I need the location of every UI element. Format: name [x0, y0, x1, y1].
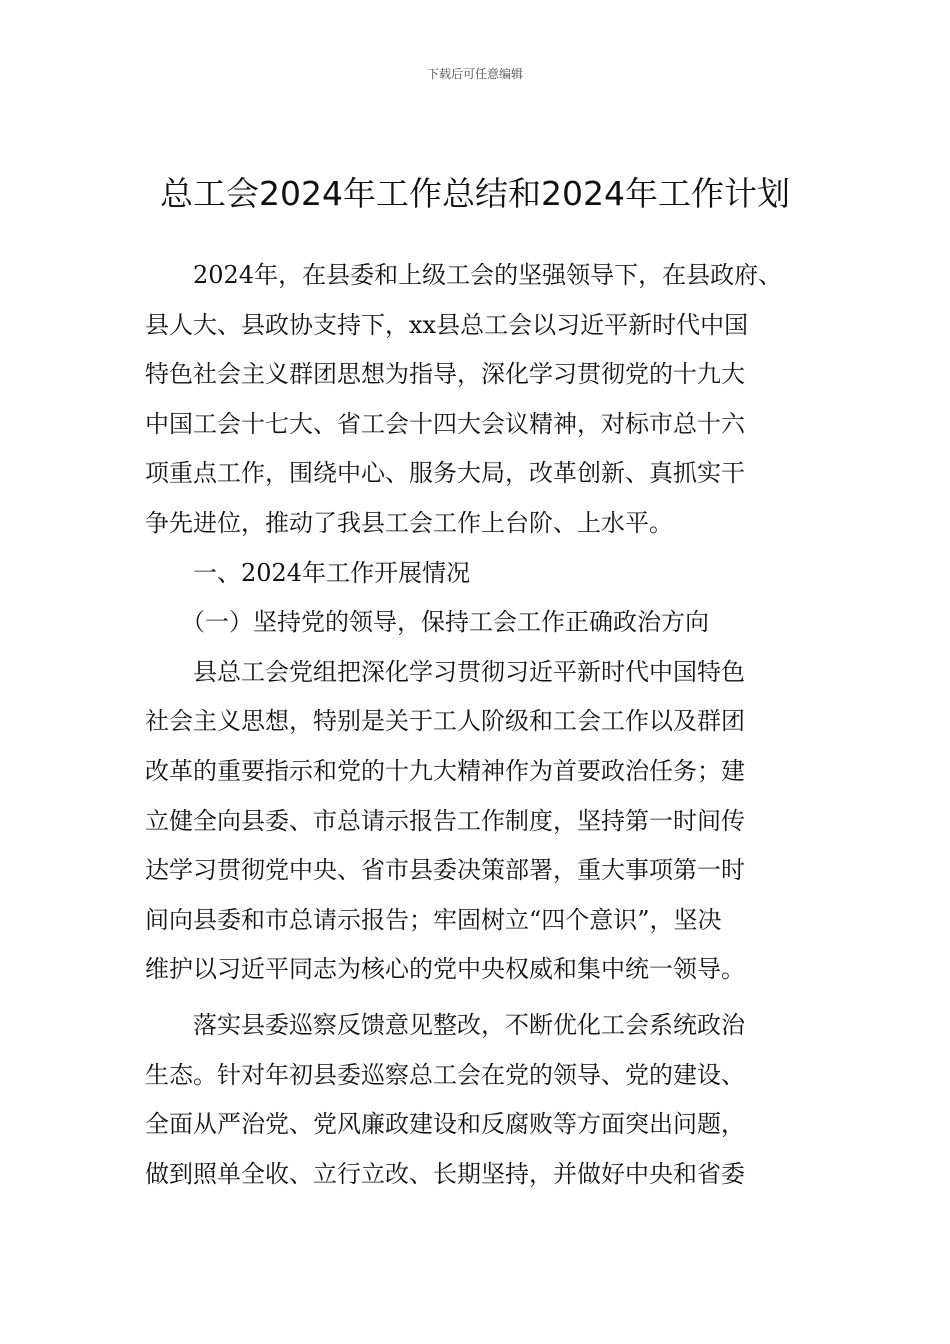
paragraph-line: 立健全向县委、市总请示报告工作制度，坚持第一时间传: [145, 806, 745, 835]
paragraph-line: 特色社会主义群团思想为指导，深化学习贯彻党的十九大: [145, 360, 745, 389]
section-heading: 一、2024年工作开展情况: [193, 558, 471, 587]
paragraph-line: 落实县委巡察反馈意见整改，不断优化工会系统政治: [193, 1010, 745, 1039]
paragraph-line: 社会主义思想，特别是关于工人阶级和工会工作以及群团: [145, 707, 745, 736]
paragraph-line: 争先进位，推动了我县工会工作上台阶、上水平。: [145, 508, 673, 537]
paragraph-line: 做到照单全收、立行立改、长期坚持，并做好中央和省委: [145, 1159, 745, 1188]
paragraph-line: 2024年，在县委和上级工会的坚强领导下，在县政府、: [193, 261, 783, 289]
paragraph-line: 间向县委和市总请示报告；牢固树立“四个意识”，坚决: [145, 905, 722, 934]
paragraph-line: 中国工会十七大、省工会十四大会议精神，对标市总十六: [145, 409, 745, 438]
subsection-heading: （一）坚持党的领导，保持工会工作正确政治方向: [181, 608, 709, 637]
paragraph-line: 项重点工作，围绕中心、服务大局，改革创新、真抓实干: [145, 459, 745, 488]
paragraph-line: 维护以习近平同志为核心的党中央权威和集中统一领导。: [145, 955, 745, 984]
document-body: [145, 251, 835, 1199]
paragraph-line: 达学习贯彻党中央、省市县委决策部署，重大事项第一时: [145, 856, 745, 885]
page-header-note: 下载后可任意编辑: [426, 67, 523, 81]
paragraph-line: 全面从严治党、党风廉政建设和反腐败等方面突出问题，: [145, 1110, 745, 1139]
paragraph-line: 县总工会党组把深化学习贯彻习近平新时代中国特色: [193, 657, 745, 686]
paragraph-line: 生态。针对年初县委巡察总工会在党的领导、党的建设、: [145, 1060, 745, 1089]
document-title: 总工会2024年工作总结和2024年工作计划: [160, 174, 790, 213]
paragraph-line: 改革的重要指示和党的十九大精神作为首要政治任务；建: [145, 756, 745, 785]
paragraph-line: 县人大、县政协支持下，xx县总工会以习近平新时代中国: [145, 310, 749, 339]
